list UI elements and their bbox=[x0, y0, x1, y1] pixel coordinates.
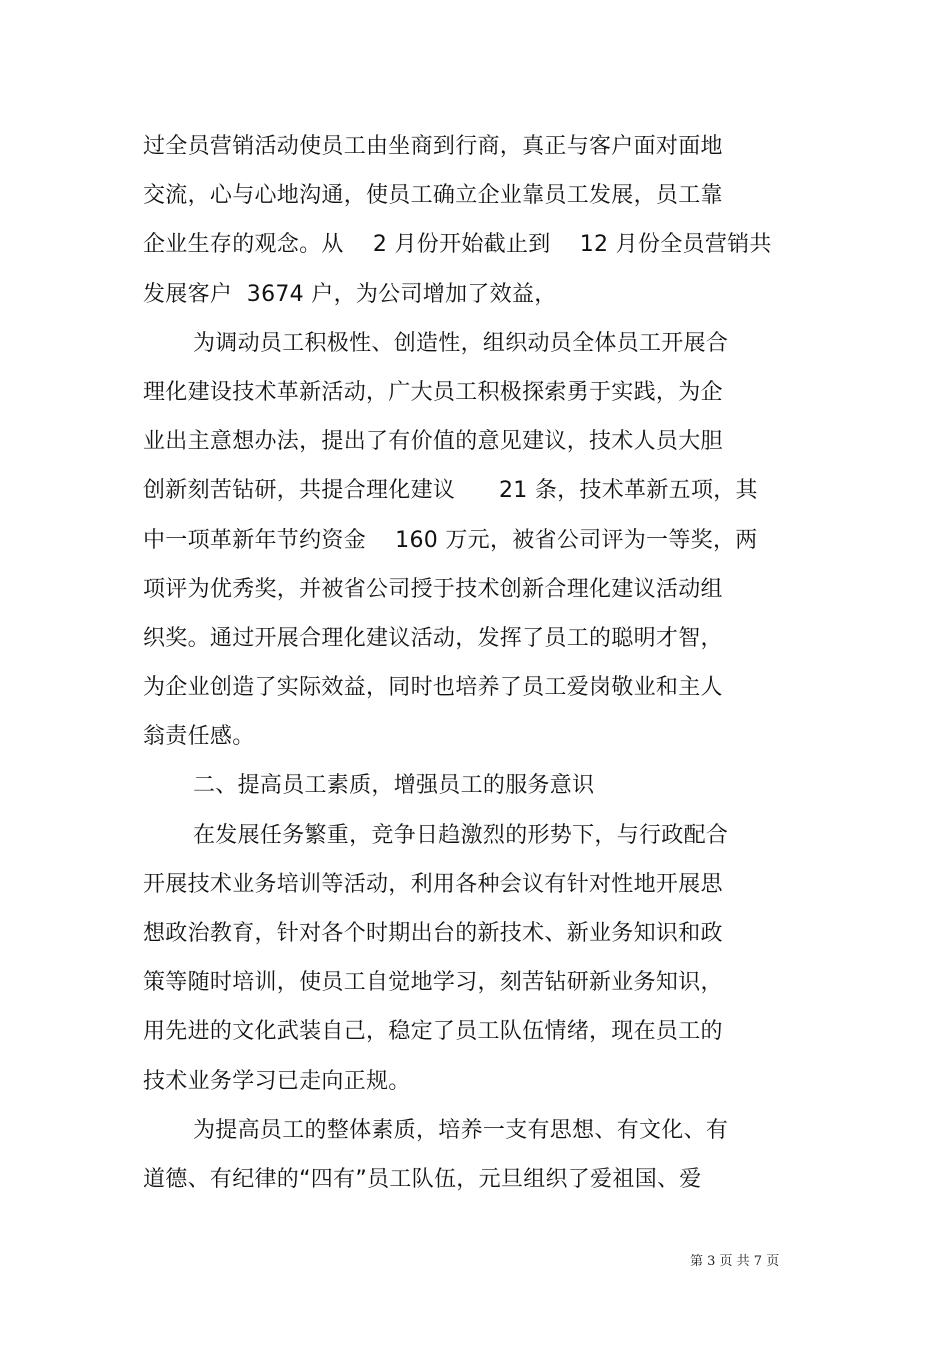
text-line: 为企业创造了实际效益，同时也培养了员工爱岗敬业和主人 bbox=[143, 675, 723, 701]
paragraph-start-line: 在发展任务繁重，竞争日趋激烈的形势下，与行政配合 bbox=[193, 822, 729, 848]
text-line: 企业生存的观念。从 2 月份开始截止到 12 月份全员营销共 bbox=[143, 232, 772, 258]
text-line: 业出主意想办法，提出了有价值的意见建议，技术人员大胆 bbox=[143, 429, 723, 455]
text-line: 策等随时培训，使员工自觉地学习，刻苦钻研新业务知识， bbox=[143, 970, 723, 996]
text-line: 道德、有纪律的“四有”员工队伍，元旦组织了爱祖国、爱 bbox=[143, 1166, 702, 1192]
text-line: 过全员营销活动使员工由坐商到行商，真正与客户面对面地 bbox=[143, 134, 723, 159]
text-line: 理化建设技术革新活动，广大员工积极探索勇于实践，为企 bbox=[143, 379, 723, 405]
text-line: 想政治教育，针对各个时期出台的新技术、新业务知识和政 bbox=[143, 921, 723, 946]
section-heading: 二、提高员工素质，增强员工的服务意识 bbox=[193, 773, 595, 799]
text-line: 发展客户 3674 户，为公司增加了效益， bbox=[143, 281, 557, 307]
text-line: 创新刻苦钻研，共提合理化建议 21 条，技术革新五项，其 bbox=[143, 478, 758, 504]
text-line: 织奖。通过开展合理化建议活动，发挥了员工的聪明才智， bbox=[143, 625, 723, 651]
text-line: 用先进的文化武装自己，稳定了员工队伍情绪，现在员工的 bbox=[143, 1019, 723, 1045]
body-text bbox=[143, 122, 803, 1204]
text-line: 开展技术业务培训等活动，利用各种会议有针对性地开展思 bbox=[143, 871, 723, 897]
text-line: 中一项革新年节约资金 160 万元，被省公司评为一等奖，两 bbox=[143, 527, 758, 553]
page-number-footer: 第 3 页 共 7 页 bbox=[690, 1254, 780, 1269]
text-line: 技术业务学习已走向正规。 bbox=[143, 1068, 411, 1094]
text-line: 项评为优秀奖，并被省公司授于技术创新合理化建议活动组 bbox=[143, 576, 723, 602]
text-line: 交流，心与心地沟通，使员工确立企业靠员工发展，员工靠 bbox=[143, 183, 723, 209]
paragraph-start-line: 为调动员工积极性、创造性，组织动员全体员工开展合 bbox=[193, 330, 729, 356]
text-line: 翁责任感。 bbox=[143, 724, 255, 750]
paragraph-start-line: 为提高员工的整体素质，培养一支有思想、有文化、有 bbox=[193, 1117, 729, 1143]
